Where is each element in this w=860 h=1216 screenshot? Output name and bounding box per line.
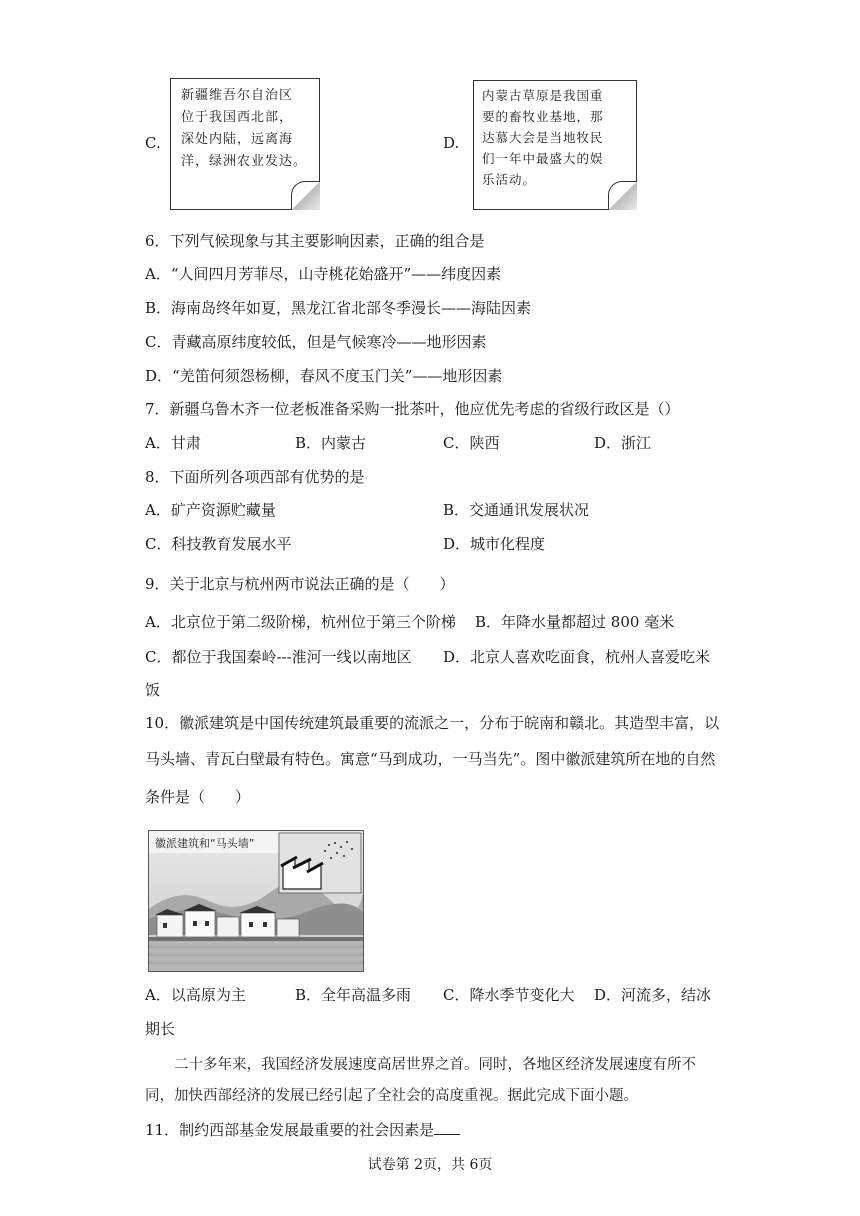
question-10-option-b: B．全年高温多雨 — [295, 986, 412, 1004]
passage-line1: 二十多年来，我国经济发展速度高居世界之首。同时，各地区经济发展速度有所不 — [174, 1057, 696, 1073]
note-card-xinjiang — [170, 78, 320, 210]
question-8-option-a: A．矿产资源贮藏量 — [145, 501, 276, 519]
note-line: 位于我国西北部， — [181, 110, 294, 125]
note-line: 要的畜牧业基地，那 — [482, 109, 604, 124]
question-10-option-a: A．以高原为主 — [145, 986, 246, 1004]
question-10-option-c: C．降水季节变化大 — [443, 986, 575, 1004]
huizhou-building-illustration — [149, 831, 363, 971]
page-curl-icon — [608, 181, 637, 210]
question-8-option-b: B．交通通讯发展状况 — [443, 501, 590, 519]
option-c-label: C. — [145, 134, 161, 152]
question-6-stem: 6．下列气候现象与其主要影响因素，正确的组合是 — [145, 232, 485, 250]
image-caption: 徽派建筑和“马头墙” — [155, 837, 255, 850]
question-10-stem-line2: 马头墙、青瓦白壁最有特色。寓意“马到成功，一马当先”。图中徽派建筑所在地的自然 — [145, 750, 716, 768]
question-9-option-a: A．北京位于第二级阶梯，杭州位于第三个阶梯 — [145, 613, 456, 631]
question-8-option-d: D．城市化程度 — [443, 535, 546, 553]
note-line: 们一年中最盛大的娱 — [482, 151, 604, 166]
question-9-stem: 9．关于北京与杭州两市说法正确的是（ ） — [145, 575, 455, 593]
question-9-option-b: B．年降水量都超过 800 毫米 — [475, 613, 675, 631]
question-11-text: 11．制约西部基金发展最重要的社会因素是 — [145, 1121, 435, 1139]
page-curl-icon — [291, 181, 320, 210]
note-line: 达慕大会是当地牧民 — [482, 130, 604, 145]
option-d-label: D. — [443, 134, 460, 152]
note-line: 乐活动。 — [482, 172, 537, 187]
question-7-option-b: B．内蒙古 — [295, 434, 367, 452]
question-10-option-d: D．河流多，结冰 — [594, 986, 712, 1004]
question-10-stem-line1: 10．徽派建筑是中国传统建筑最重要的流派之一，分布于皖南和赣北。其造型丰富，以 — [145, 714, 720, 732]
note-card-inner-mongolia — [473, 80, 637, 210]
question-6-option-b: B．海南岛终年如夏，黑龙江省北部冬季漫长——海陆因素 — [145, 299, 532, 317]
note-line: 洋，绿洲农业发达。 — [181, 154, 308, 169]
question-8-stem: 8．下面所列各项西部有优势的是 — [145, 468, 365, 486]
page-footer: 试卷第 2页，共 6页 — [367, 1157, 493, 1173]
question-6-option-c: C．青藏高原纬度较低，但是气候寒冷——地形因素 — [145, 333, 487, 351]
note-line: 深处内陆，远离海 — [181, 132, 294, 147]
question-7-option-a: A．甘肃 — [145, 434, 201, 452]
question-6-option-d: D．“羌笛何须怨杨柳，春风不度玉门关”——地形因素 — [145, 367, 503, 385]
question-9-option-d-wrap: 饭 — [145, 681, 161, 699]
question-10-option-d-wrap: 期长 — [145, 1020, 176, 1038]
note-line: 新疆维吾尔自治区 — [181, 88, 294, 103]
question-10-stem-line3: 条件是（ ） — [145, 788, 251, 806]
note-line: 内蒙古草原是我国重 — [482, 88, 604, 103]
passage-line2: 同，加快西部经济的发展已经引起了全社会的高度重视。据此完成下面小题。 — [145, 1088, 638, 1104]
question-6-option-a: A．“人间四月芳菲尽，山寺桃花始盛开”——纬度因素 — [145, 265, 502, 283]
question-9-option-c: C．都位于我国秦岭---淮河一线以南地区 — [145, 648, 412, 666]
question-7-option-d: D．浙江 — [594, 434, 652, 452]
question-7-option-c: C．陕西 — [443, 434, 500, 452]
question-11-stem — [145, 1119, 460, 1141]
huizhou-architecture-photo — [148, 830, 364, 972]
question-9-option-d: D．北京人喜欢吃面食，杭州人喜爱吃米 — [443, 648, 711, 666]
question-8-option-c: C．科技教育发展水平 — [145, 535, 292, 553]
answer-blank[interactable] — [434, 1120, 460, 1135]
question-7-stem: 7．新疆乌鲁木齐一位老板准备采购一批茶叶，他应优先考虑的省级行政区是（） — [145, 400, 680, 418]
